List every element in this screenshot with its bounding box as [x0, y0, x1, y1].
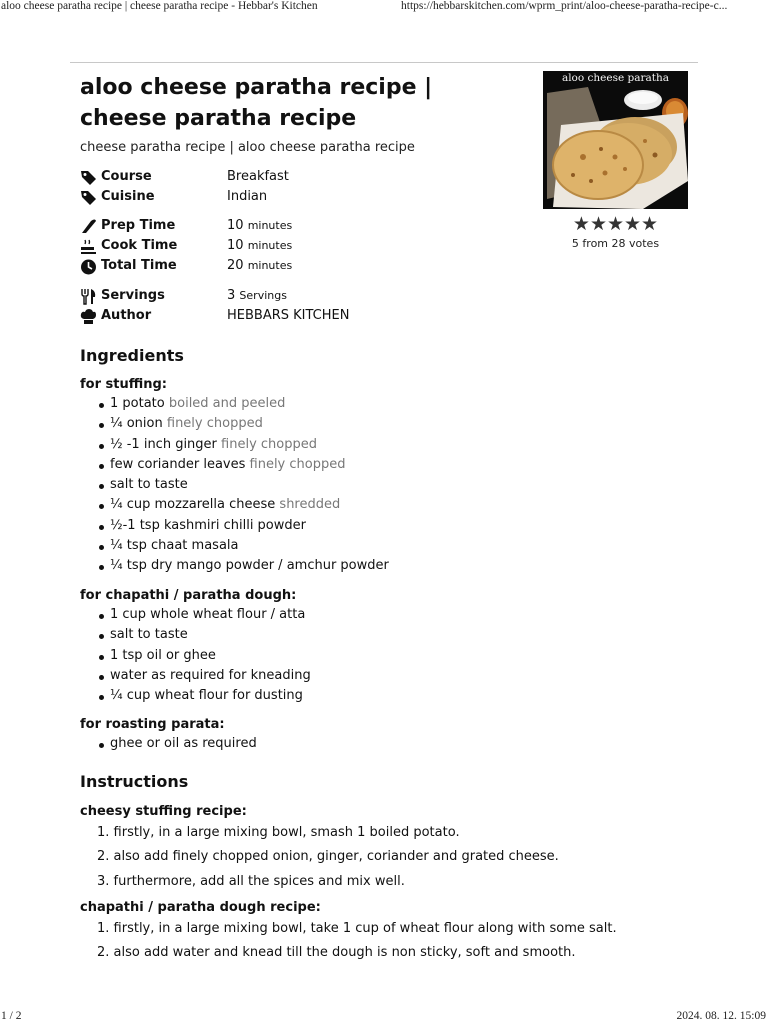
ingredient-item [80, 734, 680, 754]
ingredient-text: ¼ cup mozzarella cheese [110, 497, 276, 513]
total-time-value [227, 256, 292, 276]
rating-votes: 5 from 28 votes [571, 237, 660, 250]
ingredient-text: 1 tsp oil or ghee [110, 647, 216, 663]
ingredient-note: finely chopped [166, 416, 263, 432]
print-datetime: 2024. 08. 12. 15:09 [676, 1010, 766, 1022]
instruction-group-stuffing [80, 804, 680, 895]
meta-total-time [80, 256, 410, 276]
ingredient-item [80, 536, 680, 556]
ingredient-item [80, 605, 680, 625]
chef-hat-icon [80, 308, 97, 325]
rating-stars[interactable]: ★★★★★ [572, 213, 659, 235]
servings-label: Servings [101, 288, 165, 303]
ingredient-item [80, 435, 680, 455]
prep-time-unit: minutes [247, 219, 293, 232]
ingredient-item [80, 516, 680, 536]
ingredient-group-title: for chapathi / paratha dough: [80, 588, 297, 603]
meta-prep-time [80, 216, 410, 236]
total-time-number: 20 [227, 258, 244, 273]
ingredient-note: finely chopped [249, 456, 346, 472]
ingredient-item [80, 475, 680, 495]
ingredient-text: salt to taste [110, 477, 188, 493]
ingredient-text: ¼ cup wheat flour for dusting [110, 688, 303, 704]
ingredient-group-dough [80, 588, 680, 706]
ingredient-group-title: for stuffing: [80, 377, 167, 392]
instruction-step: 1. firstly, in a large mixing bowl, take 1 cup of wheat flour along with some salt. [97, 921, 617, 936]
ingredient-note: boiled and peeled [168, 396, 286, 411]
clock-icon [80, 258, 97, 275]
ingredient-note: shredded [279, 497, 341, 513]
servings-unit: Servings [239, 289, 287, 302]
instructions-heading: Instructions [80, 772, 189, 791]
instruction-group-title: chapathi / paratha dough recipe: [80, 900, 321, 915]
total-time-unit: minutes [247, 259, 293, 272]
ingredient-item [80, 394, 680, 414]
paratha-photo [543, 71, 688, 209]
ingredient-list [80, 394, 680, 577]
ingredient-list [80, 605, 680, 706]
tag-icon [80, 169, 97, 186]
instruction-step: 1. firstly, in a large mixing bowl, smash 1 boiled potato. [97, 825, 460, 840]
meta-cook-time [80, 236, 410, 256]
ingredient-text: ¼ tsp dry mango powder / amchur powder [110, 558, 389, 574]
recipe-image-caption: aloo cheese paratha [561, 72, 670, 84]
ingredient-text: ¼ tsp chaat masala [110, 538, 239, 554]
print-header-title: aloo cheese paratha recipe | cheese paratha recipe - Hebbar's Kitchen [1, 0, 318, 12]
ingredient-text: ½ -1 inch ginger [110, 436, 217, 452]
ingredient-group-stuffing [80, 377, 680, 577]
recipe-rating[interactable] [543, 215, 688, 250]
print-header [0, 0, 768, 16]
instruction-step: 2. also add water and knead till the dough is non sticky, soft and smooth. [97, 945, 576, 961]
ingredient-text: 1 potato [110, 396, 165, 411]
instruction-group-dough [80, 900, 680, 967]
instruction-list [80, 822, 680, 895]
author-value: HEBBARS KITCHEN [227, 308, 350, 323]
instruction-list [80, 918, 680, 967]
ingredient-group-title: for roasting parata: [80, 717, 225, 732]
cuisine-value: Indian [227, 189, 268, 204]
recipe-meta-times [80, 216, 410, 276]
cook-time-label: Cook Time [101, 238, 178, 253]
recipe-title: aloo cheese paratha recipe | cheese paratha recipe [80, 75, 433, 131]
ingredient-item [80, 495, 680, 515]
meta-cuisine [80, 187, 410, 207]
ingredient-note: finely chopped [221, 436, 318, 452]
print-header-url[interactable]: https://hebbarskitchen.com/wprm_print/aloo-cheese-paratha-recipe-c... [401, 0, 728, 12]
ingredients-heading: Ingredients [80, 346, 184, 365]
recipe-summary: cheese paratha recipe | aloo cheese paratha recipe [80, 140, 415, 155]
ingredient-list [80, 734, 680, 754]
cooking-pot-icon [80, 238, 97, 255]
prep-time-label: Prep Time [101, 218, 176, 233]
ingredient-item [80, 455, 680, 475]
instruction-step: 2. also add finely chopped onion, ginger, coriander and grated cheese. [97, 849, 559, 865]
ingredient-text: water as required for kneading [110, 667, 311, 683]
ingredient-item [80, 625, 680, 645]
cuisine-label: Cuisine [101, 189, 155, 204]
meta-course [80, 167, 410, 187]
ingredient-group-roasting [80, 717, 680, 754]
instruction-step: 3. furthermore, add all the spices and mix well. [97, 873, 405, 889]
author-label: Author [101, 308, 152, 323]
page-number: 1 / 2 [1, 1010, 22, 1022]
ingredient-item [80, 686, 680, 706]
ingredient-item [80, 414, 680, 434]
print-footer [0, 1010, 768, 1024]
recipe-meta-servings-author [80, 286, 410, 326]
top-divider [70, 62, 698, 63]
prep-time-number: 10 [227, 218, 244, 233]
cook-time-unit: minutes [247, 239, 293, 252]
meta-servings [80, 286, 410, 306]
cook-time-value [227, 236, 292, 256]
course-value: Breakfast [227, 169, 289, 184]
prep-time-value [227, 216, 292, 236]
ingredient-text: salt to taste [110, 627, 188, 643]
ingredient-text: ghee or oil as required [110, 736, 257, 751]
meta-author [80, 306, 410, 326]
cook-time-number: 10 [227, 238, 244, 253]
tag-icon [80, 189, 97, 206]
fork-knife-icon [80, 288, 97, 305]
recipe-image [543, 71, 688, 209]
servings-number: 3 [227, 288, 236, 303]
instruction-group-title: cheesy stuffing recipe: [80, 804, 247, 819]
ingredient-text: ½-1 tsp kashmiri chilli powder [110, 517, 306, 533]
servings-value [227, 286, 287, 306]
total-time-label: Total Time [101, 258, 177, 273]
ingredient-item [80, 666, 680, 686]
ingredient-text: 1 cup whole wheat flour / atta [110, 607, 306, 622]
recipe-meta-course-cuisine [80, 167, 410, 207]
course-label: Course [101, 169, 152, 184]
ingredient-text: ¼ onion [110, 416, 163, 432]
ingredient-item [80, 556, 680, 576]
ingredient-item [80, 646, 680, 666]
ingredient-text: few coriander leaves [110, 456, 246, 472]
knife-icon [80, 218, 97, 235]
